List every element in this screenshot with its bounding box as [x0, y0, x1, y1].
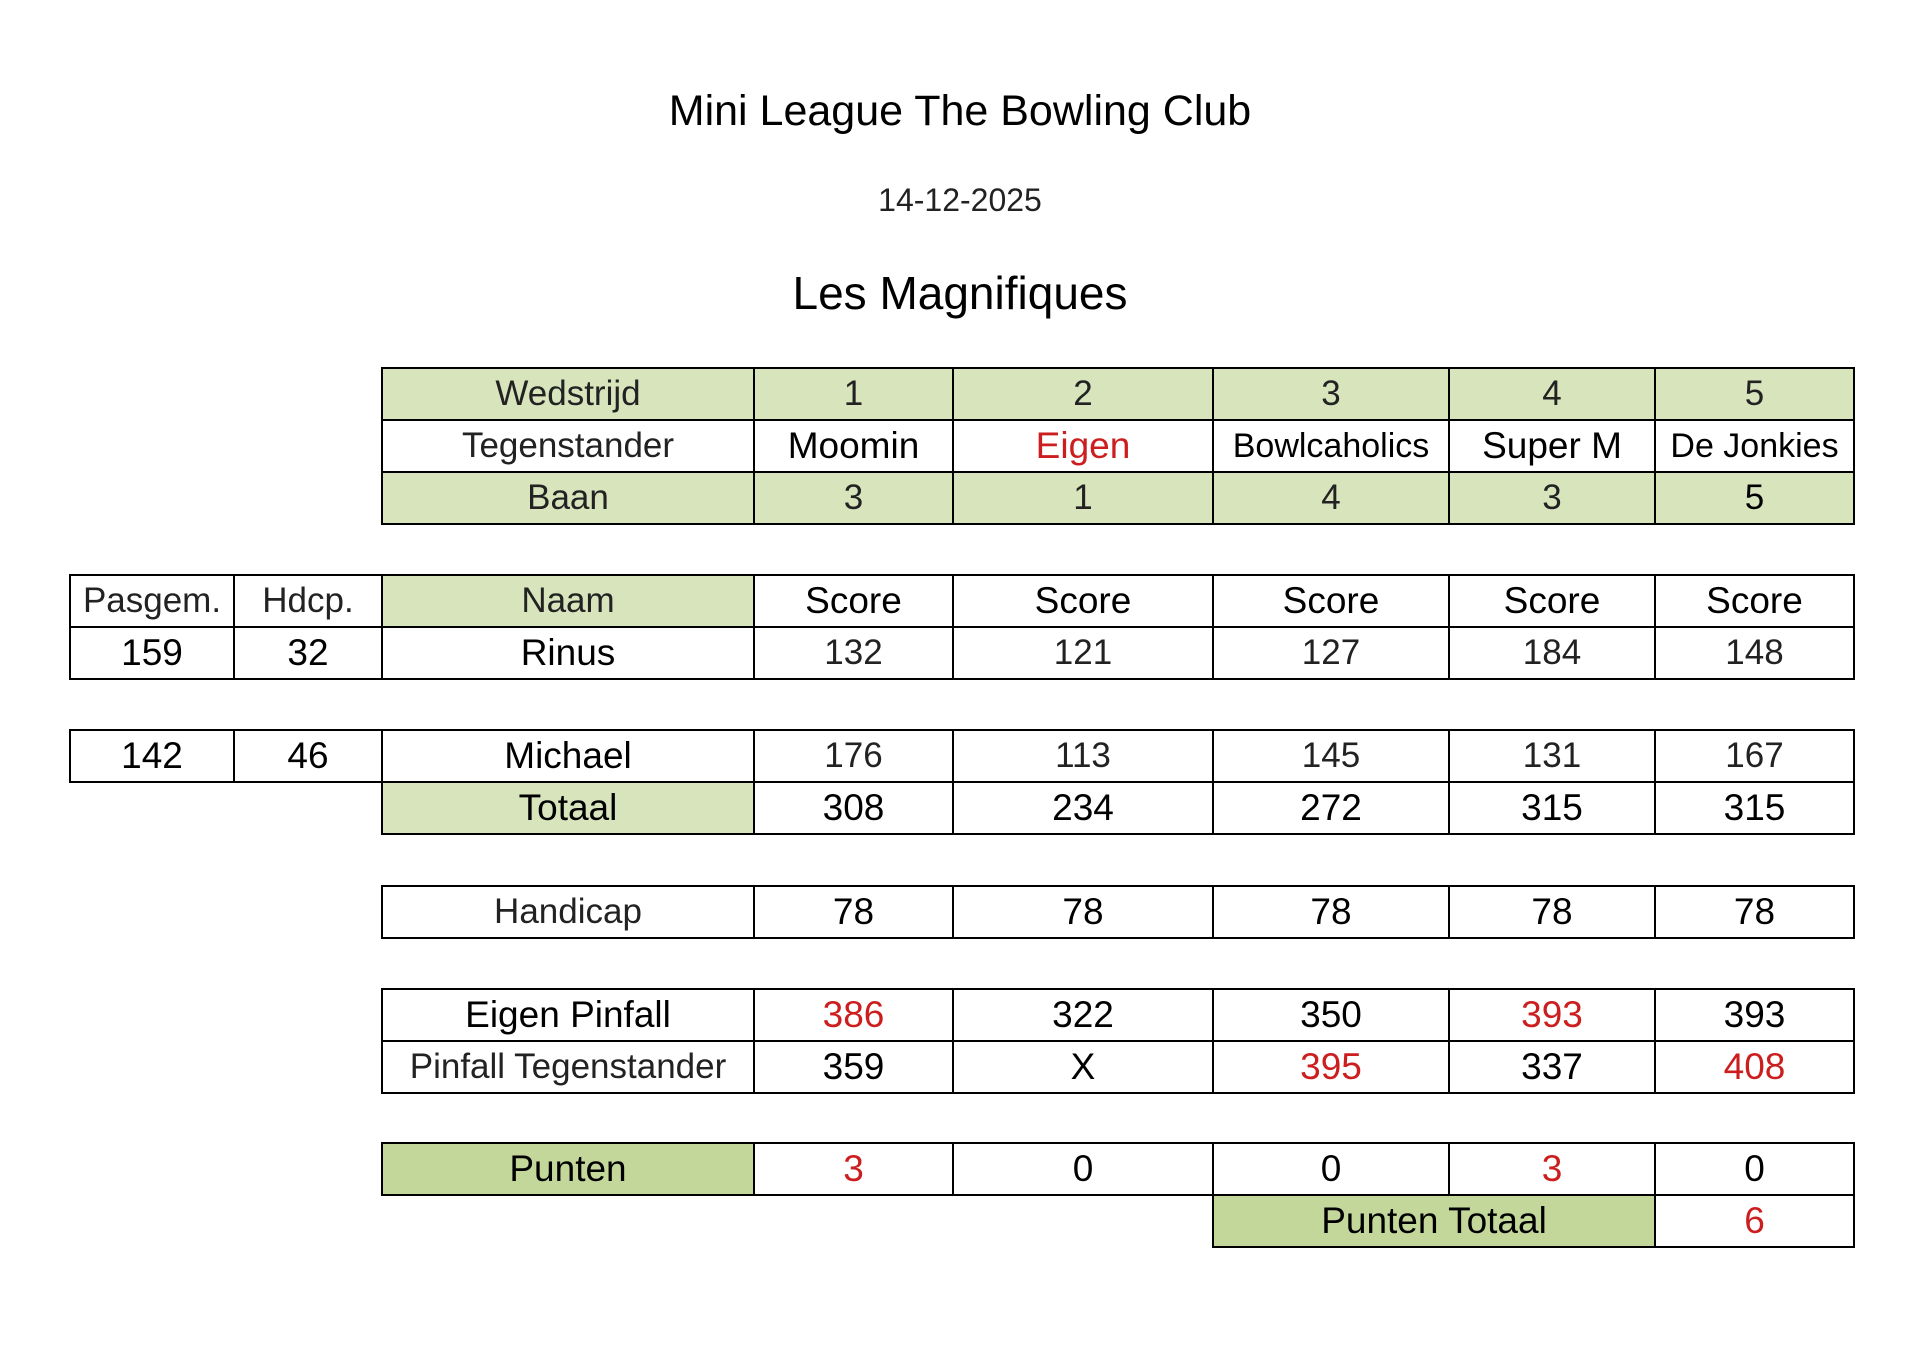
match-number: 5 [1654, 367, 1855, 421]
score-header: Score [952, 574, 1214, 628]
player-hdcp: 32 [233, 626, 383, 680]
pasgem-header: Pasgem. [69, 574, 235, 628]
score-header: Score [1448, 574, 1656, 628]
match-number: 4 [1448, 367, 1656, 421]
player-name: Rinus [381, 626, 755, 680]
wedstrijd-label: Wedstrijd [381, 367, 755, 421]
handicap-value: 78 [952, 885, 1214, 939]
eigen-pinfall-value: 393 [1654, 988, 1855, 1042]
totaal-value: 308 [753, 781, 954, 835]
punten-value: 0 [1654, 1142, 1855, 1196]
pinfall-tegenstander-value: 337 [1448, 1040, 1656, 1094]
opponent-name: Moomin [753, 419, 954, 473]
score-header: Score [753, 574, 954, 628]
player-score: 131 [1448, 729, 1656, 783]
pinfall-tegenstander-value: 359 [753, 1040, 954, 1094]
opponent-name: Bowlcaholics [1212, 419, 1450, 473]
player-score: 148 [1654, 626, 1855, 680]
eigen-pinfall-value: 322 [952, 988, 1214, 1042]
handicap-value: 78 [753, 885, 954, 939]
lane-number: 3 [1448, 471, 1656, 525]
punten-label: Punten [381, 1142, 755, 1196]
lane-number: 4 [1212, 471, 1450, 525]
eigen-pinfall-value: 393 [1448, 988, 1656, 1042]
punten-value: 0 [1212, 1142, 1450, 1196]
lane-number: 5 [1654, 471, 1855, 525]
pinfall-tegenstander-value: 408 [1654, 1040, 1855, 1094]
handicap-label: Handicap [381, 885, 755, 939]
page-title: Mini League The Bowling Club [668, 87, 1252, 135]
player-score: 132 [753, 626, 954, 680]
lane-number: 3 [753, 471, 954, 525]
opponent-name: Eigen [952, 419, 1214, 473]
player-score: 121 [952, 626, 1214, 680]
lane-number: 1 [952, 471, 1214, 525]
totaal-value: 315 [1448, 781, 1656, 835]
punten-value: 3 [753, 1142, 954, 1196]
handicap-value: 78 [1448, 885, 1656, 939]
pinfall-tegenstander-value: X [952, 1040, 1214, 1094]
handicap-value: 78 [1654, 885, 1855, 939]
match-number: 1 [753, 367, 954, 421]
player-pasgem: 142 [69, 729, 235, 783]
handicap-value: 78 [1212, 885, 1450, 939]
team-name: Les Magnifiques [792, 267, 1128, 319]
punten-value: 3 [1448, 1142, 1656, 1196]
player-score: 127 [1212, 626, 1450, 680]
player-score: 184 [1448, 626, 1656, 680]
punten-totaal-value: 6 [1654, 1194, 1855, 1248]
baan-label: Baan [381, 471, 755, 525]
punten-totaal-label: Punten Totaal [1212, 1194, 1656, 1248]
player-score: 113 [952, 729, 1214, 783]
opponent-name: De Jonkies [1654, 419, 1855, 473]
score-header: Score [1212, 574, 1450, 628]
totaal-value: 234 [952, 781, 1214, 835]
player-score: 176 [753, 729, 954, 783]
eigen-pinfall-value: 350 [1212, 988, 1450, 1042]
player-score: 167 [1654, 729, 1855, 783]
player-hdcp: 46 [233, 729, 383, 783]
pinfall-tegenstander-value: 395 [1212, 1040, 1450, 1094]
score-header: Score [1654, 574, 1855, 628]
match-date: 14-12-2025 [878, 182, 1042, 218]
punten-value: 0 [952, 1142, 1214, 1196]
eigen-pinfall-value: 386 [753, 988, 954, 1042]
opponent-name: Super M [1448, 419, 1656, 473]
player-name: Michael [381, 729, 755, 783]
pinfall-tegenstander-label: Pinfall Tegenstander [381, 1040, 755, 1094]
totaal-label: Totaal [381, 781, 755, 835]
match-number: 2 [952, 367, 1214, 421]
eigen-pinfall-label: Eigen Pinfall [381, 988, 755, 1042]
naam-header: Naam [381, 574, 755, 628]
totaal-value: 272 [1212, 781, 1450, 835]
player-score: 145 [1212, 729, 1450, 783]
match-number: 3 [1212, 367, 1450, 421]
tegenstander-label: Tegenstander [381, 419, 755, 473]
totaal-value: 315 [1654, 781, 1855, 835]
player-pasgem: 159 [69, 626, 235, 680]
hdcp-header: Hdcp. [233, 574, 383, 628]
